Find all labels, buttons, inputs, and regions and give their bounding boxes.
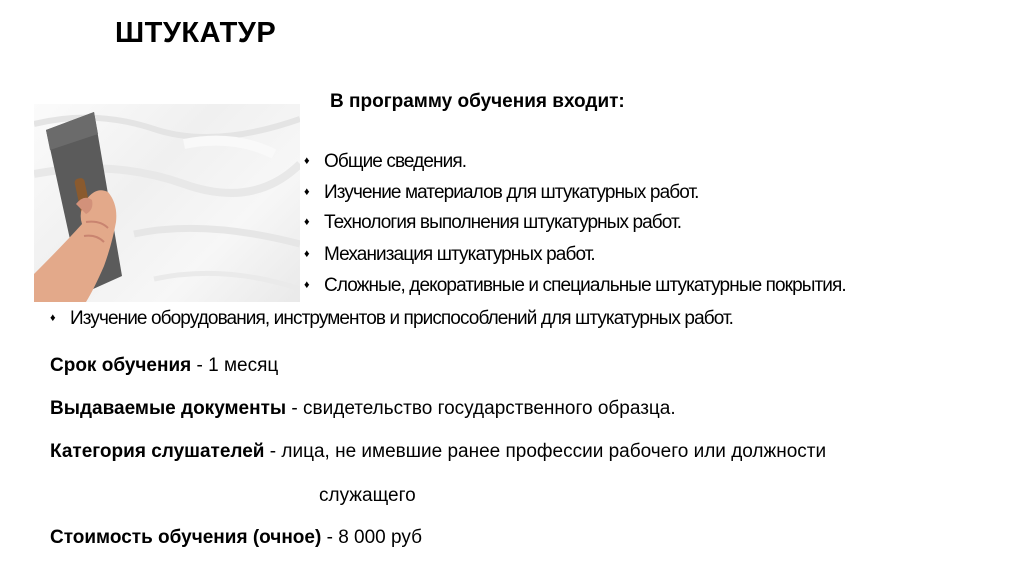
duration-label: Срок обучения: [50, 355, 192, 376]
diamond-bullet-icon: ♦: [304, 185, 309, 198]
diamond-bullet-icon: ♦: [304, 215, 309, 228]
cost-label: Стоимость обучения (очное): [50, 527, 322, 548]
program-item: [304, 275, 846, 297]
diamond-bullet-icon: ♦: [50, 311, 55, 324]
program-item-text: Сложные, декоративные и специальные штукатурные покрытия.: [324, 275, 846, 296]
program-item: [304, 244, 595, 266]
category-line: [50, 441, 826, 463]
program-item-text: Механизация штукатурных работ.: [324, 244, 595, 265]
category-label: Категория слушателей: [50, 441, 265, 462]
program-heading: В программу обучения входит:: [330, 91, 625, 112]
duration-line: [50, 355, 278, 377]
plastering-photo: [34, 104, 300, 302]
program-item-text: Изучение оборудования, инструментов и приспособлений для штукатурных работ.: [70, 308, 734, 329]
program-item-text: Изучение материалов для штукатурных работ.: [324, 182, 699, 203]
cost-value: - 8 000 руб: [321, 527, 422, 548]
category-value-continuation: служащего: [319, 485, 416, 506]
program-item: [304, 212, 681, 234]
diamond-bullet-icon: ♦: [304, 278, 309, 291]
plastering-trowel-hand-icon: [34, 104, 300, 302]
diamond-bullet-icon: ♦: [304, 247, 309, 260]
documents-line: [50, 398, 676, 420]
documents-label: Выдаваемые документы: [50, 398, 287, 419]
cost-line: [50, 527, 422, 549]
documents-value: - свидетельство государственного образца.: [286, 398, 676, 419]
duration-value: - 1 месяц: [191, 355, 279, 376]
program-item: [50, 308, 733, 330]
program-item: [304, 151, 466, 173]
page-title: ШТУКАТУР: [115, 17, 277, 49]
program-item-text: Технология выполнения штукатурных работ.: [324, 212, 682, 233]
diamond-bullet-icon: ♦: [304, 154, 309, 167]
program-item-text: Общие сведения.: [324, 151, 467, 172]
category-value: - лица, не имевшие ранее профессии рабочего или должности: [264, 441, 827, 462]
program-item: [304, 182, 699, 204]
